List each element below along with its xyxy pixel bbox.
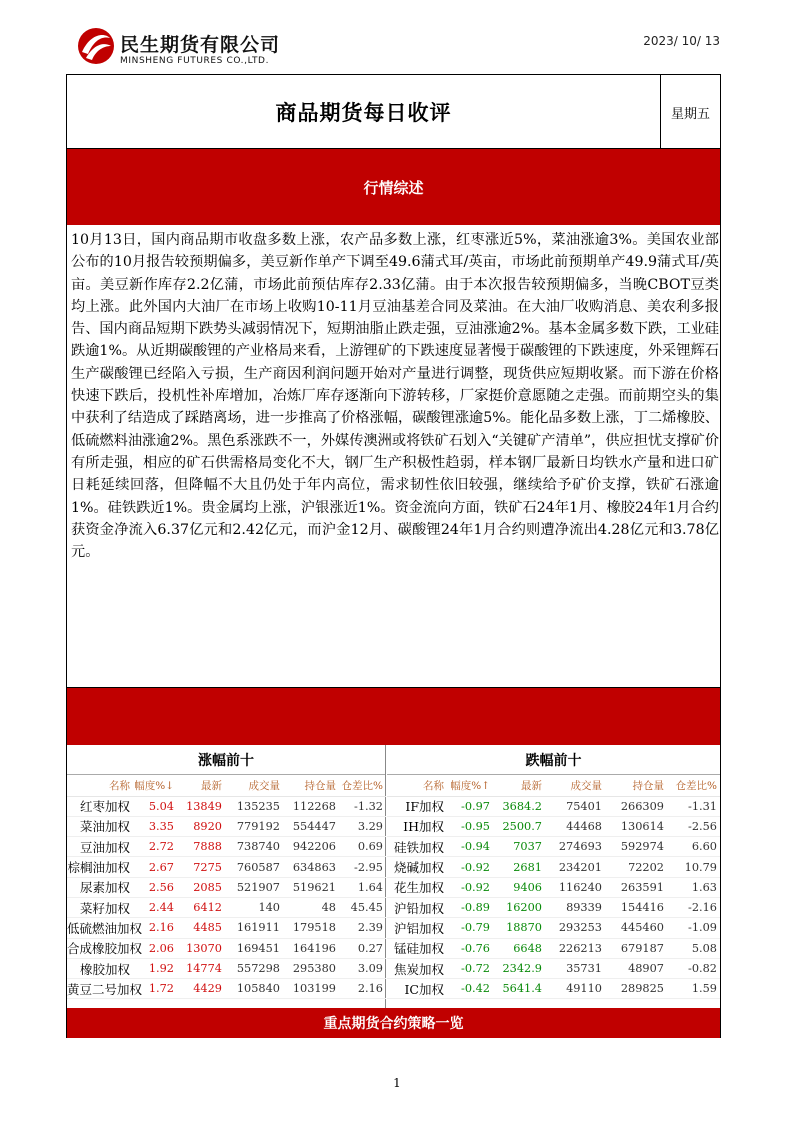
losers-cell-price: 2342.9 — [493, 958, 545, 978]
losers-cell-pct: -0.97 — [447, 796, 493, 816]
gainers-cell-volume: 161911 — [225, 918, 283, 938]
losers-title: 跌幅前十 — [387, 745, 720, 775]
gainers-cell-volume: 521907 — [225, 877, 283, 897]
losers-cell-name: 沪铅加权 — [387, 897, 447, 917]
report-title: 商品期货每日收评 — [67, 75, 661, 149]
gainers-cell-open-interest: 164196 — [283, 938, 339, 958]
losers-cell-name: 沪铝加权 — [387, 918, 447, 938]
gainers-cell-pct: 2.72 — [133, 837, 177, 857]
losers-table — [387, 775, 720, 999]
losers-cell-price: 16200 — [493, 897, 545, 917]
gainers-col-oi-change: 仓差比% — [339, 775, 386, 796]
losers-cell-oi-change: 1.59 — [667, 979, 720, 999]
gainers-cell-pct: 1.72 — [133, 979, 177, 999]
gainers-cell-oi-change: 1.64 — [339, 877, 386, 897]
gainers-panel — [67, 745, 386, 1008]
table-row — [387, 877, 720, 897]
losers-cell-name: 焦炭加权 — [387, 958, 447, 978]
section-header-overview: 行情综述 — [67, 149, 720, 225]
losers-cell-volume: 44468 — [545, 816, 605, 836]
gainers-cell-volume: 135235 — [225, 796, 283, 816]
table-row — [387, 897, 720, 917]
losers-header-row — [387, 775, 720, 796]
gainers-cell-volume: 169451 — [225, 938, 283, 958]
losers-cell-pct: -0.94 — [447, 837, 493, 857]
company-name-en: MINSHENG FUTURES CO.,LTD. — [120, 56, 270, 66]
losers-cell-oi-change: -2.16 — [667, 897, 720, 917]
gainers-cell-price: 13070 — [177, 938, 225, 958]
table-row — [67, 857, 386, 877]
losers-cell-oi-change: -2.56 — [667, 816, 720, 836]
gainers-cell-volume: 557298 — [225, 958, 283, 978]
gainers-cell-name: 红枣加权 — [67, 796, 133, 816]
losers-cell-open-interest: 679187 — [605, 938, 667, 958]
gainers-cell-name: 合成橡胶加权 — [67, 938, 133, 958]
losers-cell-pct: -0.92 — [447, 877, 493, 897]
losers-panel — [387, 745, 720, 1008]
gainers-cell-open-interest: 48 — [283, 897, 339, 917]
losers-cell-open-interest: 48907 — [605, 958, 667, 978]
gainers-cell-name: 尿素加权 — [67, 877, 133, 897]
table-row — [67, 897, 386, 917]
losers-cell-volume: 75401 — [545, 796, 605, 816]
losers-cell-pct: -0.42 — [447, 979, 493, 999]
losers-cell-volume: 274693 — [545, 837, 605, 857]
report-frame — [66, 74, 721, 1038]
losers-cell-name: IH加权 — [387, 816, 447, 836]
losers-cell-pct: -0.95 — [447, 816, 493, 836]
table-row — [67, 816, 386, 836]
losers-col-open-interest: 持仓量 — [605, 775, 667, 796]
losers-cell-volume: 89339 — [545, 897, 605, 917]
losers-col-name: 名称 — [387, 775, 447, 796]
gainers-cell-volume: 738740 — [225, 837, 283, 857]
losers-cell-name: 烧碱加权 — [387, 857, 447, 877]
gainers-cell-price: 7275 — [177, 857, 225, 877]
gainers-cell-pct: 5.04 — [133, 796, 177, 816]
gainers-cell-volume: 760587 — [225, 857, 283, 877]
table-row — [67, 958, 386, 978]
table-row — [387, 958, 720, 978]
gainers-cell-price: 4429 — [177, 979, 225, 999]
gainers-cell-price: 14774 — [177, 958, 225, 978]
losers-col-pct: 幅度%↑ — [447, 775, 493, 796]
gainers-cell-price: 6412 — [177, 897, 225, 917]
losers-cell-oi-change: -1.31 — [667, 796, 720, 816]
gainers-col-open-interest: 持仓量 — [283, 775, 339, 796]
gainers-cell-name: 菜籽加权 — [67, 897, 133, 917]
losers-cell-price: 3684.2 — [493, 796, 545, 816]
losers-cell-pct: -0.92 — [447, 857, 493, 877]
table-row — [387, 979, 720, 999]
gainers-col-name: 名称 — [67, 775, 133, 796]
losers-cell-name: IF加权 — [387, 796, 447, 816]
gainers-cell-pct: 2.56 — [133, 877, 177, 897]
table-row — [67, 877, 386, 897]
gainers-cell-oi-change: 0.27 — [339, 938, 386, 958]
report-date: 2023/ 10/ 13 — [643, 34, 720, 48]
losers-cell-volume: 116240 — [545, 877, 605, 897]
losers-cell-price: 9406 — [493, 877, 545, 897]
gainers-cell-pct: 2.67 — [133, 857, 177, 877]
gainers-cell-name: 菜油加权 — [67, 816, 133, 836]
gainers-cell-name: 豆油加权 — [67, 837, 133, 857]
losers-cell-pct: -0.79 — [447, 918, 493, 938]
losers-cell-volume: 293253 — [545, 918, 605, 938]
losers-cell-volume: 35731 — [545, 958, 605, 978]
losers-cell-name: 硅铁加权 — [387, 837, 447, 857]
losers-cell-open-interest: 266309 — [605, 796, 667, 816]
weekday-label: 星期五 — [670, 106, 710, 122]
gainers-cell-price: 7888 — [177, 837, 225, 857]
losers-cell-oi-change: -1.09 — [667, 918, 720, 938]
table-row — [387, 796, 720, 816]
gainers-cell-open-interest: 634863 — [283, 857, 339, 877]
table-row — [67, 918, 386, 938]
gainers-cell-pct: 2.44 — [133, 897, 177, 917]
losers-col-oi-change: 仓差比% — [667, 775, 720, 796]
losers-cell-volume: 234201 — [545, 857, 605, 877]
losers-cell-price: 2681 — [493, 857, 545, 877]
gainers-cell-open-interest: 179518 — [283, 918, 339, 938]
gainers-cell-oi-change: 45.45 — [339, 897, 386, 917]
gainers-cell-price: 8920 — [177, 816, 225, 836]
gainers-cell-oi-change: -2.95 — [339, 857, 386, 877]
gainers-col-price: 最新 — [177, 775, 225, 796]
table-row — [67, 979, 386, 999]
losers-cell-name: 花生加权 — [387, 877, 447, 897]
table-row — [67, 837, 386, 857]
losers-cell-price: 18870 — [493, 918, 545, 938]
gainers-cell-open-interest: 295380 — [283, 958, 339, 978]
gainers-cell-name: 橡胶加权 — [67, 958, 133, 978]
gainers-cell-name: 棕榈油加权 — [67, 857, 133, 877]
gainers-cell-open-interest: 519621 — [283, 877, 339, 897]
gainers-table — [67, 775, 386, 999]
gainers-cell-name: 低硫燃油加权 — [67, 918, 133, 938]
table-row — [387, 837, 720, 857]
losers-cell-pct: -0.89 — [447, 897, 493, 917]
gainers-cell-price: 4485 — [177, 918, 225, 938]
gainers-col-pct: 幅度%↓ — [133, 775, 177, 796]
losers-cell-open-interest: 130614 — [605, 816, 667, 836]
movers-tables — [67, 745, 720, 1008]
losers-cell-price: 6648 — [493, 938, 545, 958]
table-row — [387, 816, 720, 836]
losers-cell-oi-change: 10.79 — [667, 857, 720, 877]
losers-cell-volume: 49110 — [545, 979, 605, 999]
losers-cell-oi-change: -0.82 — [667, 958, 720, 978]
overview-paragraph: 10月13日，国内商品期市收盘多数上涨，农产品多数上涨，红枣涨近5%，菜油涨逾3%。美国农业部公布的10月报告较预期偏多，美豆新作单产下调至49.6蒲式耳/英亩，市场此前预期单产49.9蒲式耳/英亩。美豆新作库存2.2亿蒲，市场此前预估库存2.33亿蒲。由于本次报告较预期偏多，当晚CBOT豆类均上涨。此外国内大油厂在市场上收购10-11月豆油基差合同及菜油。在大油厂收购消息、美农利多报告、国内商品短期下跌势头减弱情况下，短期油脂止跌走强，豆油涨逾2%。基本金属多数下跌，工业硅跌逾1%。从近期碳酸锂的产业格局来看，上游锂矿的下跌速度显著慢于碳酸锂的下跌速度，外采锂辉石生产碳酸锂已经陷入亏损，生产商因利润问题开始对产量进行调整，现货供应短期收紧。而下游在价格快速下跌后，投机性补库增加，冶炼厂库存逐渐向下游转移，厂家挺价意愿随之走强。而前期空头的集中获利了结造成了踩踏离场，进一步推高了价格涨幅，碳酸锂涨逾5%。能化品多数上涨，丁二烯橡胶、低硫燃料油涨逾2%。黑色系涨跌不一，外媒传澳洲或将铁矿石划入“关键矿产清单”，供应担忧支撑矿价有所走强，相应的矿石供需格局变化不大，钢厂生产积极性趋弱，样本钢厂最新日均铁水产量和进口矿日耗延续回落，但降幅不大且仍处于年内高位，需求韧性依旧较强，继续给予矿价支撑，铁矿石涨逾1%。硅铁跌近1%。贵金属均上涨，沪银涨近1%。资金流向方面，铁矿石24年1月、橡胶24年1月合约获资金净流入6.37亿元和2.42亿元，而沪金12月、碳酸锂24年1月合约则遭净流出4.28亿元和3.78亿元。 — [71, 232, 719, 561]
gainers-cell-oi-change: 3.09 — [339, 958, 386, 978]
page-number: 1 — [393, 1076, 401, 1090]
gainers-cell-open-interest: 554447 — [283, 816, 339, 836]
gainers-cell-pct: 3.35 — [133, 816, 177, 836]
gainers-cell-pct: 2.16 — [133, 918, 177, 938]
title-row — [67, 75, 720, 149]
gainers-cell-volume: 140 — [225, 897, 283, 917]
losers-col-price: 最新 — [493, 775, 545, 796]
gainers-cell-oi-change: 0.69 — [339, 837, 386, 857]
gainers-cell-open-interest: 942206 — [283, 837, 339, 857]
red-spacer-band — [67, 688, 720, 745]
gainers-cell-volume: 105840 — [225, 979, 283, 999]
minsheng-logo-icon — [76, 26, 116, 66]
losers-cell-price: 2500.7 — [493, 816, 545, 836]
gainers-cell-oi-change: -1.32 — [339, 796, 386, 816]
gainers-header-row — [67, 775, 386, 796]
losers-cell-oi-change: 5.08 — [667, 938, 720, 958]
gainers-cell-pct: 2.06 — [133, 938, 177, 958]
losers-cell-pct: -0.76 — [447, 938, 493, 958]
losers-cell-oi-change: 1.63 — [667, 877, 720, 897]
gainers-cell-oi-change: 2.16 — [339, 979, 386, 999]
losers-cell-open-interest: 592974 — [605, 837, 667, 857]
losers-cell-open-interest: 263591 — [605, 877, 667, 897]
losers-cell-oi-change: 6.60 — [667, 837, 720, 857]
table-row — [67, 938, 386, 958]
losers-col-volume: 成交量 — [545, 775, 605, 796]
gainers-cell-volume: 779192 — [225, 816, 283, 836]
section-header-strategy: 重点期货合约策略一览 — [67, 1008, 720, 1038]
gainers-cell-name: 黄豆二号加权 — [67, 979, 133, 999]
table-row — [387, 857, 720, 877]
losers-cell-volume: 226213 — [545, 938, 605, 958]
gainers-cell-price: 2085 — [177, 877, 225, 897]
losers-cell-open-interest: 72202 — [605, 857, 667, 877]
company-logo — [76, 26, 316, 70]
table-row — [387, 938, 720, 958]
losers-cell-open-interest: 289825 — [605, 979, 667, 999]
losers-cell-name: 锰硅加权 — [387, 938, 447, 958]
table-row — [387, 918, 720, 938]
gainers-cell-price: 13849 — [177, 796, 225, 816]
gainers-cell-open-interest: 112268 — [283, 796, 339, 816]
losers-cell-price: 7037 — [493, 837, 545, 857]
losers-cell-pct: -0.72 — [447, 958, 493, 978]
gainers-cell-oi-change: 2.39 — [339, 918, 386, 938]
gainers-title: 涨幅前十 — [67, 745, 385, 775]
gainers-cell-oi-change: 3.29 — [339, 816, 386, 836]
company-name-cn: 民生期货有限公司 — [120, 34, 281, 56]
gainers-col-volume: 成交量 — [225, 775, 283, 796]
losers-cell-price: 5641.4 — [493, 979, 545, 999]
table-row — [67, 796, 386, 816]
losers-cell-open-interest: 445460 — [605, 918, 667, 938]
gainers-cell-open-interest: 103199 — [283, 979, 339, 999]
losers-cell-name: IC加权 — [387, 979, 447, 999]
losers-cell-open-interest: 154416 — [605, 897, 667, 917]
gainers-cell-pct: 1.92 — [133, 958, 177, 978]
